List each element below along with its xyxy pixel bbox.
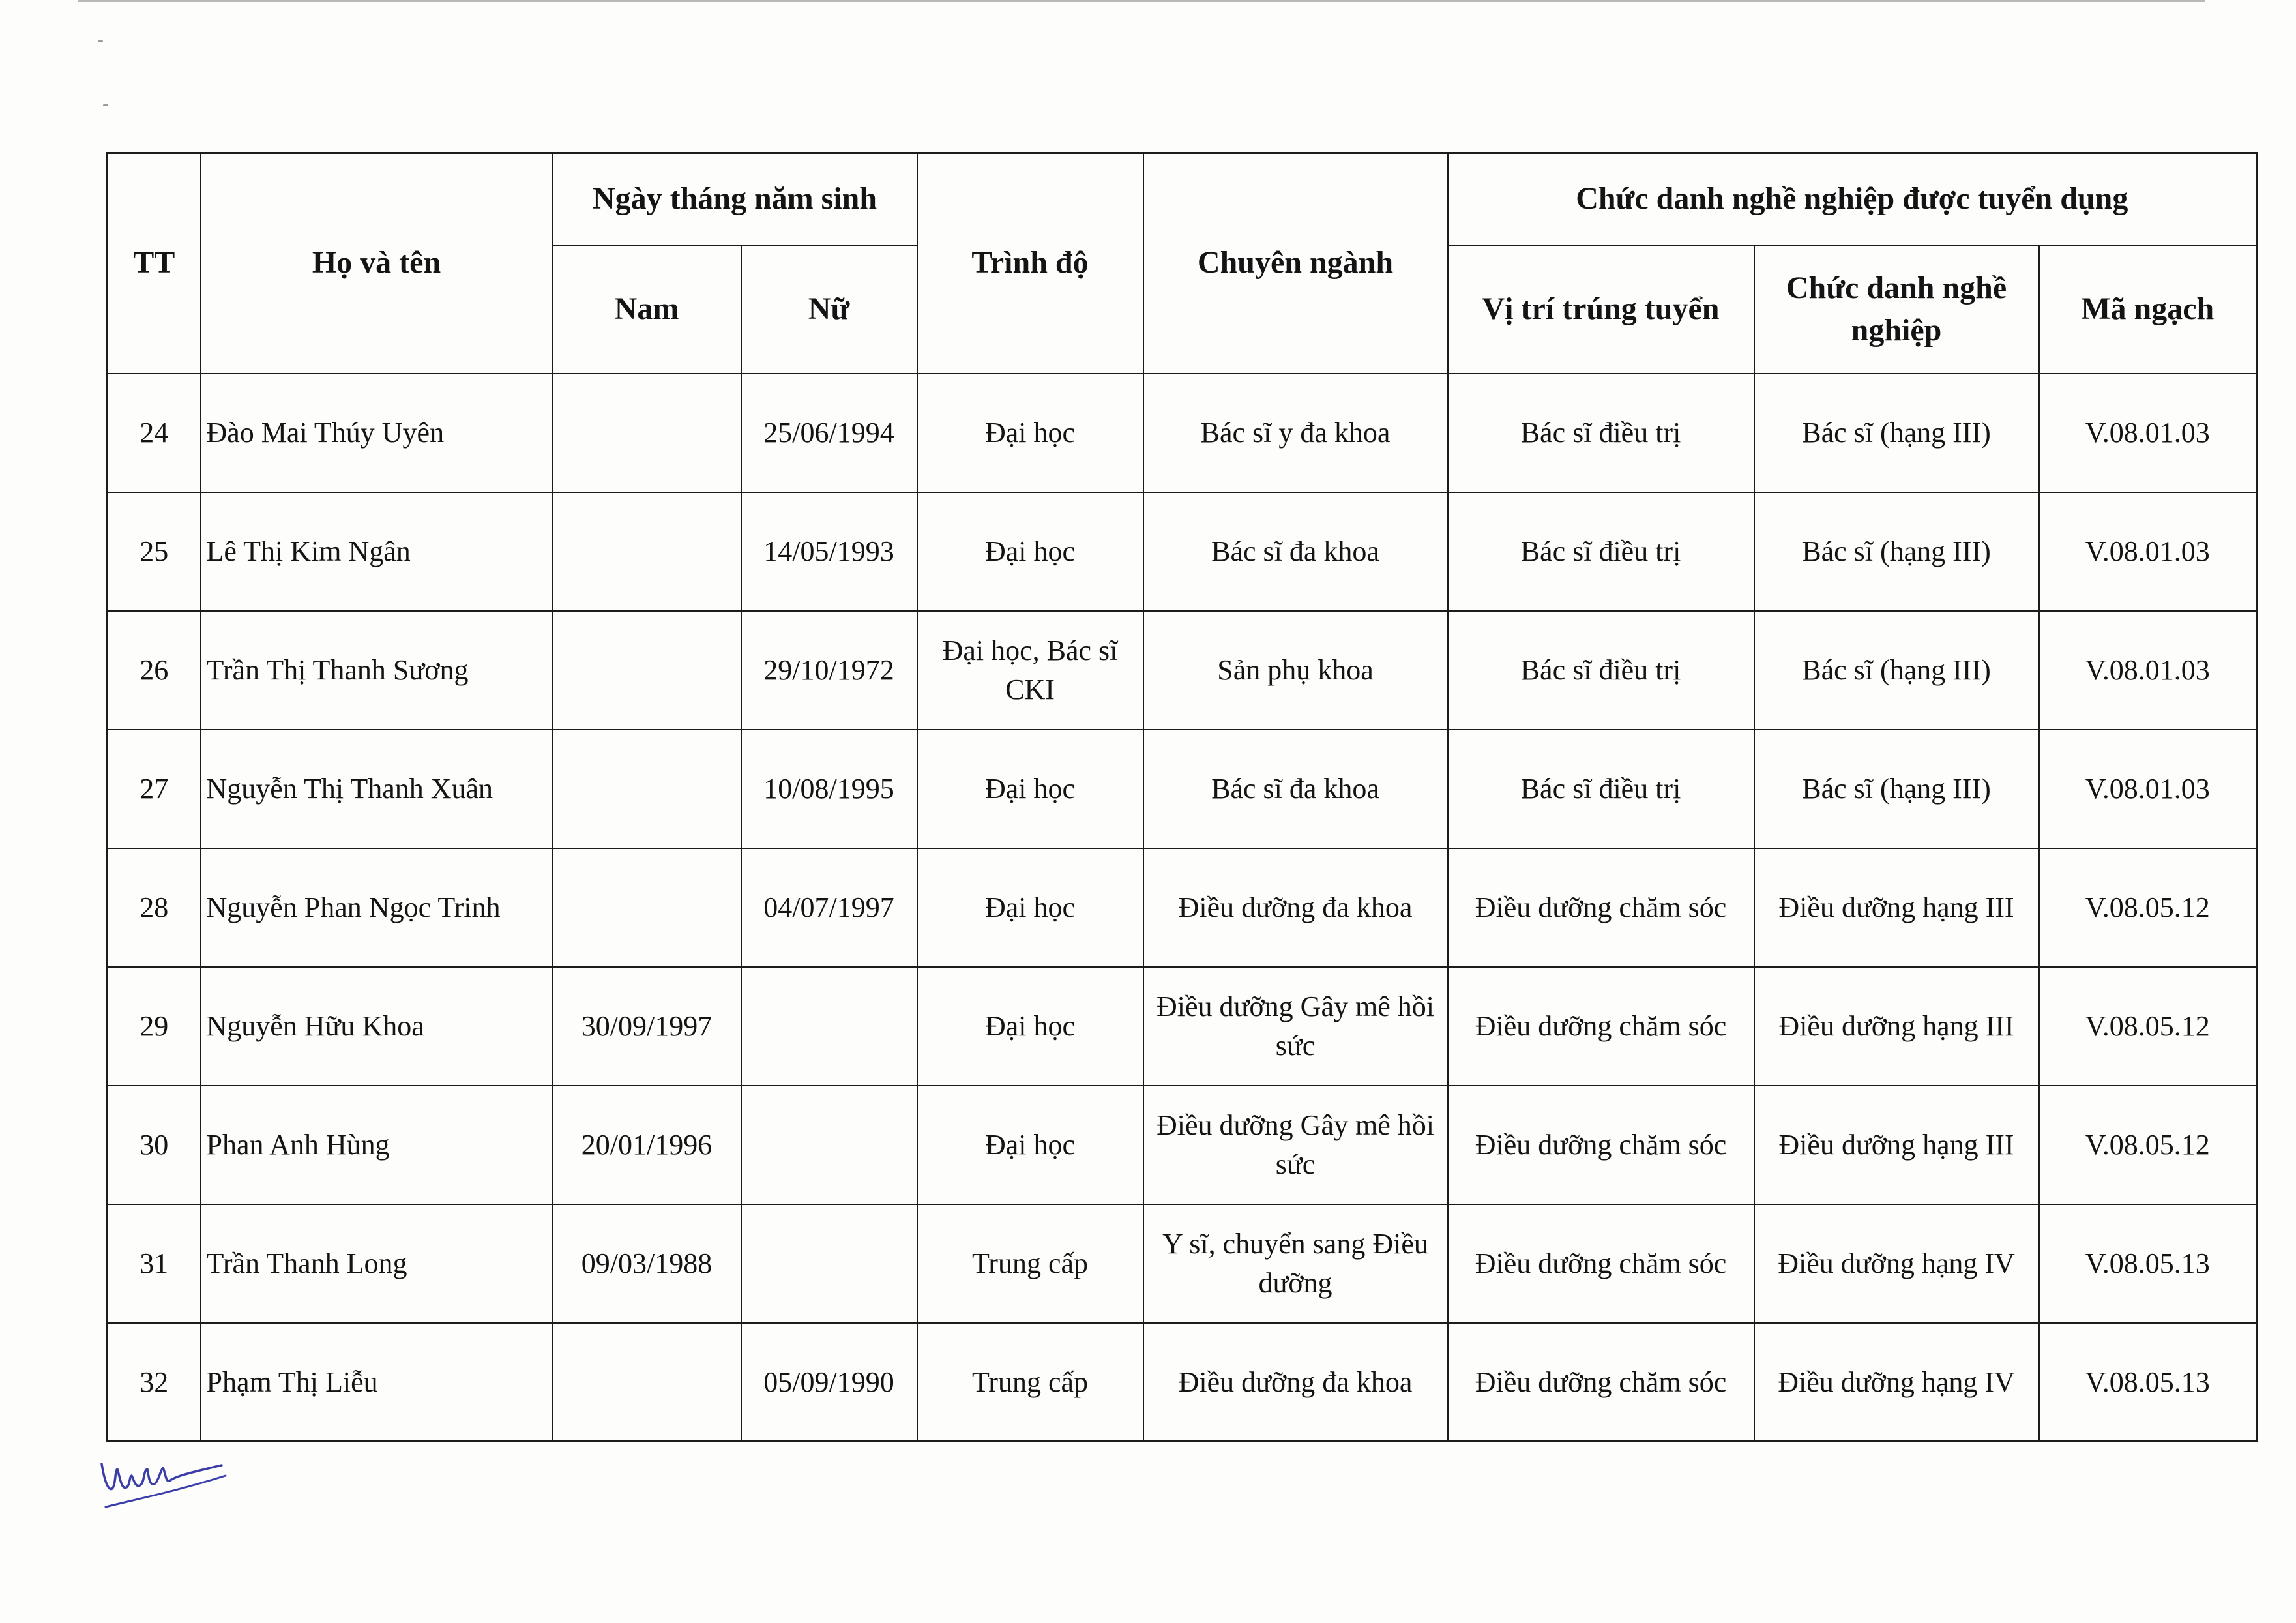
cell-name: Phan Anh Hùng (201, 1086, 553, 1204)
cell-level: Đại học, Bác sĩ CKI (917, 611, 1143, 730)
cell-male-dob (553, 848, 741, 967)
cell-position: Bác sĩ điều trị (1448, 611, 1754, 730)
cell-tt: 28 (108, 848, 201, 967)
cell-male-dob: 09/03/1988 (553, 1204, 741, 1323)
cell-title: Điều dưỡng hạng III (1754, 967, 2039, 1086)
cell-level: Đại học (917, 374, 1143, 492)
table-row (108, 374, 2257, 492)
cell-tt: 25 (108, 492, 201, 611)
recruitment-table (106, 152, 2258, 1442)
cell-tt: 24 (108, 374, 201, 492)
cell-title: Điều dưỡng hạng IV (1754, 1323, 2039, 1442)
cell-male-dob (553, 1323, 741, 1442)
table-row (108, 1323, 2257, 1442)
table-row (108, 848, 2257, 967)
cell-tt: 29 (108, 967, 201, 1086)
cell-female-dob: 04/07/1997 (741, 848, 917, 967)
cell-name: Trần Thanh Long (201, 1204, 553, 1323)
header-position: Vị trí trúng tuyển (1448, 246, 1754, 374)
header-code: Mã ngạch (2039, 246, 2257, 374)
cell-name: Nguyễn Phan Ngọc Trinh (201, 848, 553, 967)
cell-title: Điều dưỡng hạng III (1754, 848, 2039, 967)
cell-female-dob: 29/10/1972 (741, 611, 917, 730)
scan-speck (103, 104, 108, 106)
cell-male-dob: 30/09/1997 (553, 967, 741, 1086)
cell-major: Bác sĩ đa khoa (1143, 492, 1448, 611)
header-major: Chuyên ngành (1143, 153, 1448, 374)
page-top-rule (78, 0, 2205, 2)
header-birth-group: Ngày tháng năm sinh (553, 153, 917, 246)
cell-name: Nguyễn Thị Thanh Xuân (201, 730, 553, 848)
cell-male-dob (553, 492, 741, 611)
cell-code: V.08.05.13 (2039, 1323, 2257, 1442)
cell-female-dob (741, 1086, 917, 1204)
cell-code: V.08.05.12 (2039, 967, 2257, 1086)
cell-male-dob: 20/01/1996 (553, 1086, 741, 1204)
cell-level: Trung cấp (917, 1204, 1143, 1323)
cell-tt: 30 (108, 1086, 201, 1204)
recruitment-table-container (106, 152, 2256, 1442)
scan-speck (98, 40, 103, 42)
cell-position: Điều dưỡng chăm sóc (1448, 1086, 1754, 1204)
cell-level: Trung cấp (917, 1323, 1143, 1442)
table-row (108, 967, 2257, 1086)
cell-male-dob (553, 730, 741, 848)
cell-female-dob: 05/09/1990 (741, 1323, 917, 1442)
cell-name: Trần Thị Thanh Sương (201, 611, 553, 730)
header-level: Trình độ (917, 153, 1143, 374)
cell-name: Đào Mai Thúy Uyên (201, 374, 553, 492)
cell-level: Đại học (917, 848, 1143, 967)
header-female: Nữ (741, 246, 917, 374)
cell-male-dob (553, 374, 741, 492)
cell-code: V.08.01.03 (2039, 611, 2257, 730)
cell-major: Sản phụ khoa (1143, 611, 1448, 730)
cell-title: Bác sĩ (hạng III) (1754, 611, 2039, 730)
cell-level: Đại học (917, 730, 1143, 848)
cell-female-dob: 25/06/1994 (741, 374, 917, 492)
cell-major: Bác sĩ y đa khoa (1143, 374, 1448, 492)
handwritten-signature-icon (98, 1451, 228, 1523)
cell-title: Điều dưỡng hạng IV (1754, 1204, 2039, 1323)
cell-major: Điều dưỡng đa khoa (1143, 1323, 1448, 1442)
cell-level: Đại học (917, 967, 1143, 1086)
cell-title: Bác sĩ (hạng III) (1754, 730, 2039, 848)
header-name: Họ và tên (201, 153, 553, 374)
header-title: Chức danh nghề nghiệp (1754, 246, 2039, 374)
cell-tt: 31 (108, 1204, 201, 1323)
table-row (108, 492, 2257, 611)
header-tt: TT (108, 153, 201, 374)
cell-female-dob: 10/08/1995 (741, 730, 917, 848)
cell-position: Điều dưỡng chăm sóc (1448, 848, 1754, 967)
header-position-group: Chức danh nghề nghiệp được tuyển dụng (1448, 153, 2257, 246)
table-row (108, 1204, 2257, 1323)
cell-code: V.08.01.03 (2039, 730, 2257, 848)
cell-position: Điều dưỡng chăm sóc (1448, 967, 1754, 1086)
table-row (108, 730, 2257, 848)
cell-level: Đại học (917, 1086, 1143, 1204)
table-row (108, 611, 2257, 730)
cell-tt: 27 (108, 730, 201, 848)
cell-position: Điều dưỡng chăm sóc (1448, 1323, 1754, 1442)
table-row (108, 1086, 2257, 1204)
signature-drawing (98, 1451, 228, 1523)
cell-level: Đại học (917, 492, 1143, 611)
cell-position: Điều dưỡng chăm sóc (1448, 1204, 1754, 1323)
cell-code: V.08.01.03 (2039, 492, 2257, 611)
cell-major: Điều dưỡng đa khoa (1143, 848, 1448, 967)
cell-title: Điều dưỡng hạng III (1754, 1086, 2039, 1204)
cell-major: Điều dưỡng Gây mê hồi sức (1143, 967, 1448, 1086)
cell-major: Bác sĩ đa khoa (1143, 730, 1448, 848)
cell-code: V.08.01.03 (2039, 374, 2257, 492)
cell-tt: 26 (108, 611, 201, 730)
cell-name: Lê Thị Kim Ngân (201, 492, 553, 611)
cell-major: Y sĩ, chuyển sang Điều dưỡng (1143, 1204, 1448, 1323)
cell-code: V.08.05.12 (2039, 1086, 2257, 1204)
cell-female-dob (741, 1204, 917, 1323)
cell-major: Điều dưỡng Gây mê hồi sức (1143, 1086, 1448, 1204)
cell-position: Bác sĩ điều trị (1448, 374, 1754, 492)
cell-position: Bác sĩ điều trị (1448, 730, 1754, 848)
cell-title: Bác sĩ (hạng III) (1754, 374, 2039, 492)
cell-title: Bác sĩ (hạng III) (1754, 492, 2039, 611)
cell-tt: 32 (108, 1323, 201, 1442)
cell-female-dob: 14/05/1993 (741, 492, 917, 611)
cell-code: V.08.05.12 (2039, 848, 2257, 967)
cell-code: V.08.05.13 (2039, 1204, 2257, 1323)
cell-male-dob (553, 611, 741, 730)
cell-name: Nguyễn Hữu Khoa (201, 967, 553, 1086)
header-male: Nam (553, 246, 741, 374)
cell-female-dob (741, 967, 917, 1086)
cell-name: Phạm Thị Liễu (201, 1323, 553, 1442)
cell-position: Bác sĩ điều trị (1448, 492, 1754, 611)
